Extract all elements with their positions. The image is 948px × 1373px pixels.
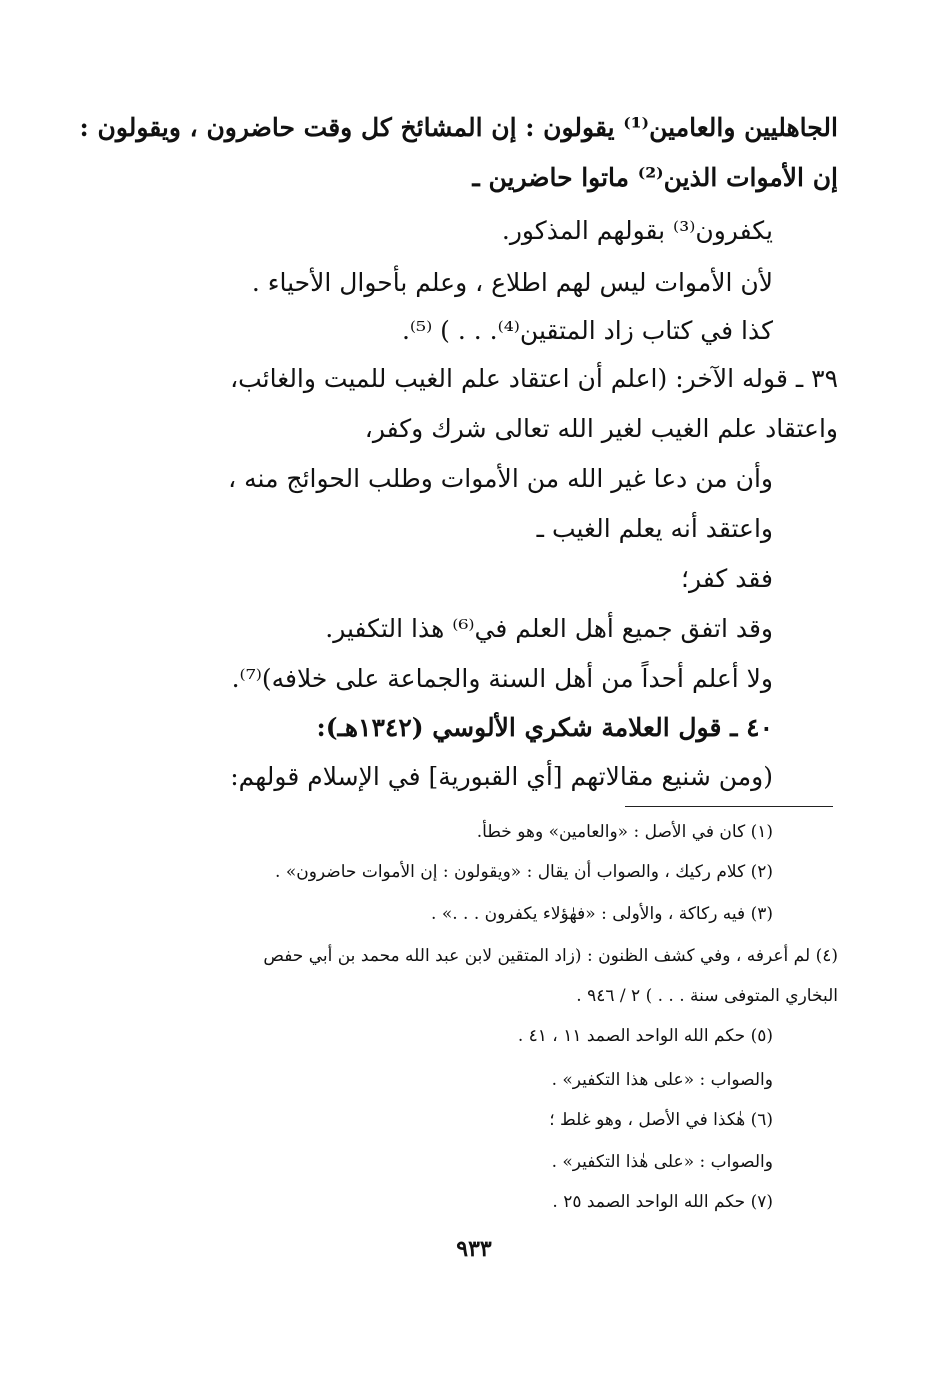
footnote-2: (٢) كلام ركيك ، والصواب أن يقال : «ويقولون : إن الأموات حاضرون» .: [275, 862, 773, 882]
footnote-divider: [625, 806, 833, 807]
body-line-4: لأن الأموات ليس لهم اطلاع ، وعلم بأحوال الأحياء .: [251, 268, 773, 297]
footnote-4-continued: البخاري المتوفى سنة . . . ) ٢ / ٩٤٦ .: [576, 986, 838, 1006]
footnote-1: (١) كان في الأصل : «والعامين» وهو خطأ.: [476, 822, 773, 842]
body-line-13: ٤٠ ـ قول العلامة شكري الألوسي (١٣٤٢هـ):: [316, 713, 773, 742]
footnote-7: (٧) حكم الله الواحد الصمد ٢٥ .: [552, 1192, 773, 1212]
body-line-3: يكفرون⁽³⁾ بقولهم المذكور.: [501, 216, 773, 245]
body-line-10: فقد كفر؛: [681, 564, 773, 593]
body-line-5: كذا في كتاب زاد المتقين⁽⁴⁾. . . ) ⁽⁵⁾.: [401, 316, 773, 345]
footnote-6: (٦) هٰكذا في الأصل ، وهو غلط ؛: [549, 1110, 773, 1130]
body-line-7: واعتقاد علم الغيب لغير الله تعالى شرك وكفر،: [364, 414, 838, 443]
body-line-6: ٣٩ ـ قوله الآخر: (اعلم أن اعتقاد علم الغيب للميت والغائب،: [230, 364, 838, 393]
page-number: ٩٣٣: [456, 1236, 492, 1262]
body-line-2: إن الأموات الذين⁽²⁾ ماتوا حاضرين ـ: [472, 163, 838, 192]
body-line-9: واعتقد أنه يعلم الغيب ـ: [536, 514, 773, 543]
footnote-5: (٥) حكم الله الواحد الصمد ١١ ، ٤١ .: [517, 1026, 773, 1046]
body-line-8: وأن من دعا غير الله من الأموات وطلب الحوائج منه ،: [228, 464, 773, 493]
footnote-5-note: والصواب : «على هذا التكفير» .: [551, 1070, 773, 1090]
footnote-6-note: والصواب : «على هٰذا التكفير» .: [551, 1152, 773, 1172]
body-line-14: (ومن شنيع مقالاتهم [أي القبورية] في الإسلام قولهم:: [230, 762, 773, 791]
footnote-4: (٤) لم أعرفه ، وفي كشف الظنون : (زاد المتقين لابن عبد الله محمد بن أبي حفص: [263, 946, 838, 966]
body-line-1: الجاهليين والعامين⁽¹⁾ يقولون : إن المشائخ كل وقت حاضرون ، ويقولون :: [79, 113, 838, 142]
body-line-11: وقد اتفق جميع أهل العلم في⁽⁶⁾ هذا التكفير.: [325, 614, 773, 643]
footnote-3: (٣) فيه ركاكة ، والأولى : «فهٰؤلاء يكفرون . . .» .: [431, 904, 773, 924]
body-line-12: ولا أعلم أحداً من أهل السنة والجماعة على خلافه)⁽⁷⁾.: [231, 664, 773, 693]
